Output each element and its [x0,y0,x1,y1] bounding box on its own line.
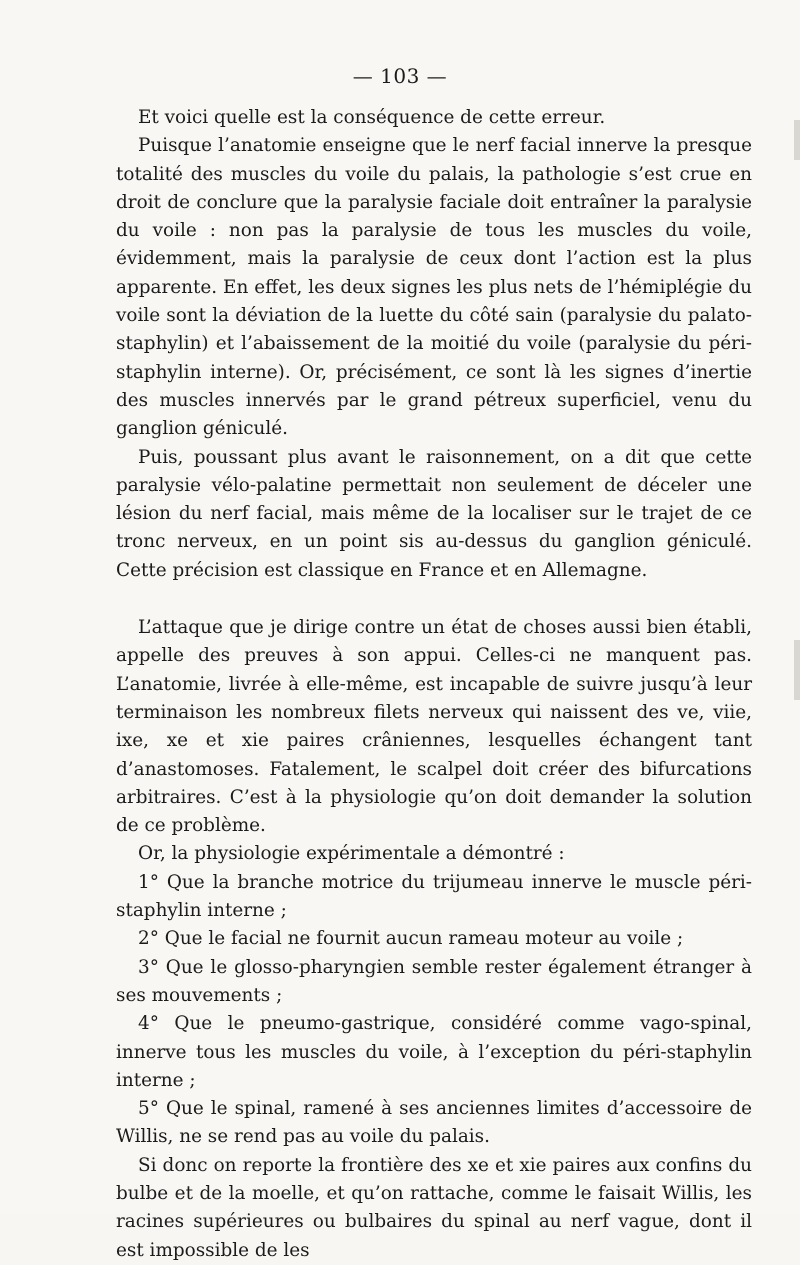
page-edge-mark [794,120,800,160]
list-item-3: 3° Que le glosso-pharyngien semble rester également étranger à ses mouvements ; [116,956,752,1006]
paragraph-5: Or, la physiologie expérimentale a démontré : [138,843,565,865]
paragraph-4: L’attaque que je dirige contre un état de choses aussi bien établi, appelle des preuves à son appui. Celles-ci ne manquent pas. L’anatomie, livrée à elle-même, est incapable de suivre jusqu’à leur terminaison les nombreux filets nerveux qui naissent des ve, viie, ixe, xe et xie paires crâniennes, lesquelles échangent tant d’anastomoses. Fatalement, le scalpel doit créer des bifurcations arbitraires. C’est à la physiologie qu’on doit demander la solution de ce problème. [116,617,752,837]
list-item-1: 1° Que la branche motrice du trijumeau innerve le muscle péri-staphylin interne ; [116,871,752,922]
paragraph-3: Puis, poussant plus avant le raisonnement, on a dit que cette paralysie vélo-palatine permettait non seulement de déceler une lésion du nerf facial, mais même de la localiser sur le trajet de ce tronc nerveux, en un point sis au-dessus du ganglion géniculé. Cette précision est classique en France et en Allemagne. [116,446,752,581]
list-item-5: 5° Que le spinal, ramené à ses anciennes limites d’accessoire de Willis, ne se rend pas au voile du palais. [116,1098,752,1148]
list-item-4: 4° Que le pneumo-gastrique, considéré comme vago-spinal, innerve tous les muscles du voile, à l’exception du péri-staphylin interne ; [116,1013,752,1091]
page-edge-mark [794,640,800,700]
paragraph-1: Et voici quelle est la conséquence de cette erreur. [138,107,606,128]
paragraph-2: Puisque l’anatomie enseigne que le nerf facial innerve la presque totalité des muscles du voile du palais, la pathologie s’est crue en droit de conclure que la paralysie faciale doit entraîner la paralysie du voile : non pas la paralysie de tous les muscles du voile, évidemment, mais la paralysie de ceux dont l’action est la plus apparente. En effet, les deux signes les plus nets de l’hémiplégie du voile sont la déviation de la luette du côté sain (paralysie du palato-staphylin) et l’abaissement de la moitié du voile (paralysie du péri-staphylin interne). Or, précisément, ce sont là les signes d’inertie des muscles innervés par le grand pétreux superficiel, venu du ganglion géniculé. [116,135,752,440]
list-item-2: 2° Que le facial ne fournit aucun rameau moteur au voile ; [138,928,684,950]
page-body [116,104,752,1265]
paragraph-6: Si donc on reporte la frontière des xe et xie paires aux confins du bulbe et de la moelle, et qu’on rattache, comme le faisait Willis, les racines supérieures ou bulbaires du spinal au nerf vague, dont il est impossible de les [116,1154,752,1261]
page-number: — 103 — [352,64,448,88]
